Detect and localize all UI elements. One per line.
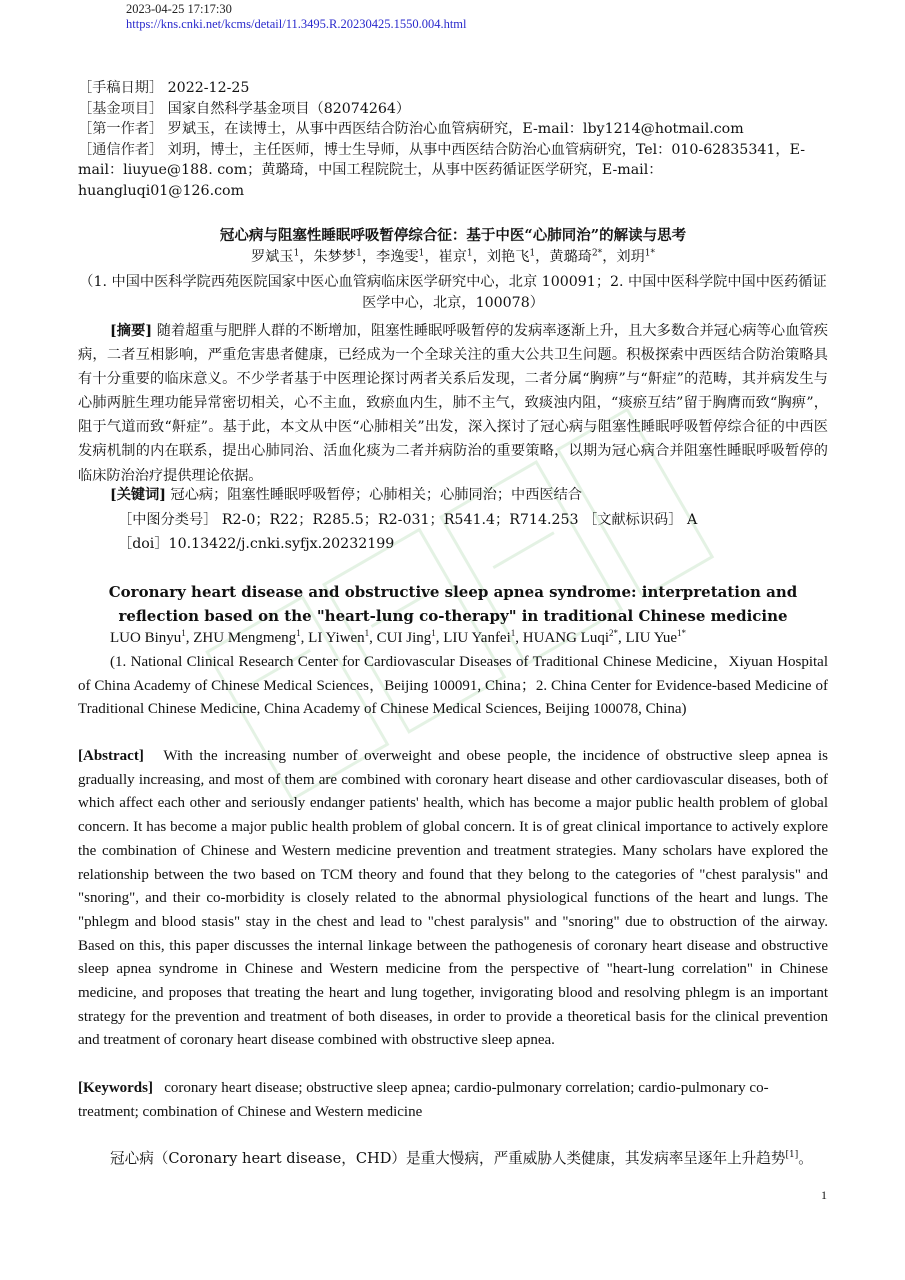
author-name: 崔京: [438, 249, 467, 265]
first-author-row: [78, 119, 828, 140]
doi-row: [78, 534, 868, 555]
english-abstract-label: [Abstract]: [78, 748, 144, 764]
doccode-value: A: [686, 512, 698, 528]
corresponding-label: ［通信作者］: [78, 141, 164, 158]
author-affiliation-mark: 1: [364, 628, 370, 638]
author-name: HUANG Luqi: [522, 630, 610, 646]
english-abstract: [78, 745, 828, 1053]
page-number: 1: [821, 1188, 827, 1202]
intro-text: 冠心病（Coronary heart disease，CHD）是重大慢病，严重威胁人类健康，其发病率呈逐年上升趋势: [110, 1150, 786, 1167]
english-abstract-text: With the increasing number of overweight and obese people, the incidence of obstructive sleep apnea is gradually increasing, and most of them are combined with coronary heart disease and other cardiovascular diseases, both of which affect each other and seriously endanger patients' health, which has become a major public health problem of global concern. It has become a major public health problem of global concern. It is of great clinical importance to actively explore the combination of Chinese and Western medicine prevention and treatment strategies. Many scholars have explored the relationship between the two based on TCM theory and found that they belong to the categories of "chest paralysis" and "snoring", and their co-morbidity is closely related to the abnormal physiological functions of the heart and lungs. The "phlegm and blood stasis" stay in the chest and lead to "chest paralysis" and "snoring" due to obstruction of the airway. Based on this, this paper discusses the internal linkage between the pathogenesis of coronary heart disease and obstructive sleep apnea syndrome in Chinese and Western medicine from the perspective of "heart-lung correlation" in Chinese medicine, and proposes that treating the heart and lung together, invigorating blood and resolving phlegm is an important strategy for the prevention and treatment of both diseases, in order to provide a theoretical basis for the clinical prevention and treatment of coronary heart disease combined with obstructive sleep apnea.: [78, 748, 828, 1049]
first-author-text: 罗斌玉，在读博士，从事中西医结合防治心血管病研究，E-mail：lby1214@hotmail.com: [167, 121, 744, 137]
english-title: Coronary heart disease and obstructive sleep apnea syndrome: interpretation and reflection based on the "heart-lung co-therapy" in traditional Chinese medicine: [108, 583, 798, 625]
english-keywords-label: [Keywords]: [78, 1080, 153, 1096]
author-name: LUO Binyu: [110, 630, 182, 646]
chinese-authors: 罗斌玉$^1$，朱梦梦$^1$，李逸雯$^1$，崔京$^1$，刘艳飞$^1$，黄璐琦$^{2*}$，刘玥$^{1*}$: [250, 248, 656, 265]
first-author-label: ［第一作者］: [78, 121, 164, 137]
classification-row: [78, 510, 868, 531]
author-name: 罗斌玉: [250, 249, 294, 265]
chinese-title: 冠心病与阻塞性睡眠呼吸暂停综合征：基于中医“心肺同治”的解读与思考: [219, 227, 687, 244]
author-affiliation-mark: 1*: [677, 628, 687, 638]
english-keywords-text: coronary heart disease; obstructive sleep apnea; cardio-pulmonary correlation; cardio-pulmonary co-treatment; combination of Chinese and Western medicine: [78, 1080, 769, 1120]
intro-citation[interactable]: [1]: [785, 1150, 799, 1161]
author-affiliation-mark: 1: [418, 248, 425, 259]
chinese-abstract-label: [摘要]: [110, 323, 153, 339]
fund-text: 国家自然科学基金项目（82074264）: [167, 100, 411, 117]
author-affiliation-mark: 1: [510, 628, 516, 638]
author-name: 刘艳飞: [486, 249, 530, 265]
author-name: 李逸雯: [376, 249, 419, 265]
chinese-keywords: [78, 485, 860, 506]
corresponding-row: [78, 140, 828, 202]
download-header: [126, 2, 467, 32]
chinese-keywords-text: 冠心病；阻塞性睡眠呼吸暂停；心肺相关；心肺同治；中西医结合: [170, 487, 582, 503]
fund-row: [78, 99, 828, 120]
author-affiliation-mark: 1: [466, 248, 473, 259]
author-affiliation-mark: 1: [356, 248, 362, 259]
author-name: 朱梦梦: [313, 249, 357, 265]
author-affiliation-mark: 2*: [609, 628, 619, 638]
author-name: LIU Yanfei: [443, 630, 511, 646]
download-timestamp: 2023-04-25 17:17:30: [126, 2, 232, 16]
corresponding-text: 刘玥，博士，主任医师，博士生导师，从事中西医结合防治心血管病研究，Tel：010-62835341，E-mail：liuyue@188. com；黄璐琦，中国工程院院士，从事中医药循证医学研究，E-mail：huangluqi01@126.com: [78, 141, 806, 199]
manuscript-meta: [78, 78, 828, 201]
chinese-keywords-label: [关键词]: [110, 487, 166, 503]
author-affiliation-mark: 1*: [644, 248, 656, 259]
author-affiliation-mark: 1: [181, 628, 186, 638]
received-label: ［手稿日期］: [78, 80, 164, 96]
chinese-affiliation: （1. 中国中医科学院西苑医院国家中医心血管病临床医学研究中心，北京 100091；2. 中国中医科学院中国中医药循证医学中心，北京，100078）: [79, 274, 827, 311]
clc-label: ［中图分类号］: [118, 512, 218, 528]
author-affiliation-mark: 1: [296, 628, 301, 638]
fund-label: ［基金项目］: [78, 100, 164, 117]
author-name: 刘玥: [616, 249, 645, 265]
source-url-link[interactable]: https://kns.cnki.net/kcms/detail/11.3495.R.20230425.1550.004.html: [126, 17, 467, 31]
doccode-label: ［文献标识码］: [583, 512, 683, 528]
author-name: 黄璐琦: [549, 249, 592, 265]
author-name: ZHU Mengmeng: [193, 630, 297, 646]
chinese-abstract-text: 随着超重与肥胖人群的不断增加，阻塞性睡眠呼吸暂停的发病率逐渐上升，且大多数合并冠心病等心血管疾病，二者互相影响，严重危害患者健康，已经成为一个全球关注的重大公共卫生问题。积极探索中西医结合防治策略具有十分重要的临床意义。不少学者基于中医理论探讨两者关系后发现，二者分属“胸痹”与“鼾症”的范畴，其并病发生与心肺两脏生理功能异常密切相关，心不主血，致瘀血内生，肺不主气，致痰浊内阻，“痰瘀互结”留于胸膺而致“胸痹”，阻于气道而致“鼾症”。基于此，本文从中医“心肺相关”出发，深入探讨了冠心病与阻塞性睡眠呼吸暂停综合征的中西医发病机制的内在联系，提出心肺同治、活血化痰为二者并病防治的重要策略，以期为冠心病合并阻塞性睡眠呼吸暂停的临床防治治疗提供理论依据。: [78, 323, 828, 484]
author-name: CUI Jing: [376, 630, 432, 646]
author-affiliation-mark: 2*: [591, 248, 603, 259]
intro-paragraph: [78, 1148, 860, 1170]
author-affiliation-mark: 1: [529, 248, 536, 259]
intro-end: 。: [798, 1150, 813, 1167]
doi-label: ［doi］: [118, 536, 169, 552]
english-affiliation: (1. National Clinical Research Center for Cardiovascular Diseases of Traditional Chinese Medicine，Xiyuan Hospital of China Academy of Chinese Medical Sciences，Beijing 100091, China；2. China Center for Evidence-based Medicine of Traditional Chinese Medicine, China Academy of Chinese Medical Sciences, Beijing 100078, China): [78, 654, 828, 718]
author-name: LIU Yue: [625, 630, 678, 646]
doi-value: 10.13422/j.cnki.syfjx.20232199: [168, 536, 395, 552]
author-name: LI Yiwen: [308, 630, 365, 646]
english-keywords: [78, 1077, 828, 1124]
received-row: [78, 78, 828, 99]
chinese-abstract: [78, 319, 828, 488]
author-affiliation-mark: 1: [431, 628, 436, 638]
received-date: 2022-12-25: [167, 80, 250, 96]
english-authors: LUO Binyu$^1$, ZHU Mengmeng$^1$, LI Yiwen$^1$, CUI Jing$^1$, LIU Yanfei$^1$, HUANG Luqi$^{2*}$, LIU Yue$^{1*}$: [110, 628, 687, 646]
author-affiliation-mark: 1: [293, 248, 300, 259]
clc-value: R2-0；R22；R285.5；R2-031；R541.4；R714.253: [221, 512, 579, 528]
